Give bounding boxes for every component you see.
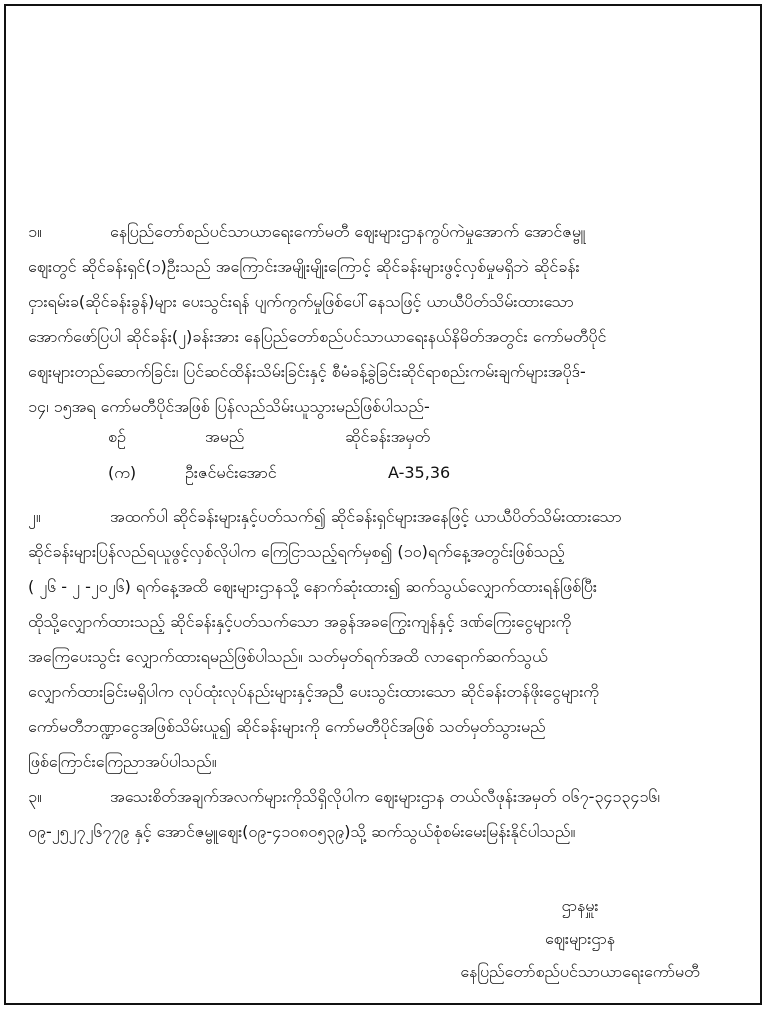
para1-line: ဈေးများတည်ဆောက်ခြင်း၊ ပြင်ဆင်ထိန်းသိမ်းခြင်းနှင့် စီမံခန့်ခွဲခြင်းဆိုင်ရာစည်းကမ်းချက်များအပိုဒ်- [28, 362, 586, 381]
para1-line: ဈေးတွင် ဆိုင်ခန်းရှင်(၁)ဦးသည် အကြောင်းအမျိုးမျိုးကြောင့် ဆိုင်ခန်းများဖွင့်လှစ်မှုမရှိဘဲ ဆိုင်ခန်း [28, 257, 580, 276]
header-department [0, 101, 768, 123]
para1-line: ၁၄၊ ၁၅အရ ကော်မတီပိုင်အဖြစ် ပြန်လည်သိမ်းယူသွားမည်ဖြစ်ပါသည်- [28, 397, 430, 416]
para2-line: လျှောက်ထားခြင်းမရှိပါက လုပ်ထုံးလုပ်နည်းများနှင့်အညီ ပေးသွင်းထားသော ဆိုင်ခန်းတန်ဖိုးငွေများကို [28, 682, 599, 701]
para3-line: ၀၉-၂၅၂၇၂၆၇၇၉ နှင့် အောင်ဇမ္ဗူဈေး(၀၉-၄၁၀၈၀၅၃၉)သို့ ဆက်သွယ်စုံစမ်းမေးမြန်းနိုင်ပါသည်။ [28, 822, 576, 841]
para3-line: အသေးစိတ်အချက်အလက်များကိုသိရှိလိုပါက ဈေးများဌာန တယ်လီဖုန်းအမှတ် ၀၆၇-၃၄၁၃၄၁၆၊ [110, 787, 660, 806]
para2-line: ဆိုင်ခန်းများပြန်လည်ရယူဖွင့်လှစ်လိုပါက ကြေငြာသည့်ရက်မှစ၍ (၁၀)ရက်နေ့အတွင်းဖြစ်သည့် [28, 542, 565, 561]
para3-number: ၃။ [28, 787, 42, 806]
header-subject-line1 [0, 138, 768, 160]
table-header-name: အမည် [205, 427, 245, 446]
table-cell-serial: (က) [108, 463, 137, 482]
signature-title: ဌာနမှူး [561, 896, 599, 915]
para1-number: ၁။ [28, 222, 42, 241]
para2-line: အကြေပေးသွင်း လျှောက်ထားရမည်ဖြစ်ပါသည်။ သတ်မှတ်ရက်အထိ လာရောက်ဆက်သွယ် [28, 647, 548, 666]
para2-line: ( ၂၆ - ၂ -၂၀၂၆) ရက်နေ့အထိ ဈေးများဌာနသို့ နောက်ဆုံးထား၍ ဆက်သွယ်လျှောက်ထားရန်ဖြစ်ပြီး [28, 577, 597, 596]
para1-line: ငှားရမ်းခ(ဆိုင်ခန်းခွန်)များ ပေးသွင်းရန် ပျက်ကွက်မှုဖြစ်ပေါ်နေသဖြင့် ယာယီပိတ်သိမ်းထားသော [28, 292, 574, 311]
table-header-serial: စဉ် [108, 427, 126, 446]
para2-line: အထက်ပါ ဆိုင်ခန်းများနှင့်ပတ်သက်၍ ဆိုင်ခန်းရှင်များအနေဖြင့် ယာယီပိတ်သိမ်းထားသော [110, 507, 622, 526]
table-cell-name: ဦးဇင်မင်းအောင် [185, 463, 277, 482]
para2-line: ဖြစ်ကြောင်းကြေညာအပ်ပါသည်။ [28, 752, 217, 771]
para2-number: ၂။ [28, 507, 41, 526]
para1-line: အောက်ဖော်ပြပါ ဆိုင်ခန်း(၂)ခန်းအား နေပြည်တော်စည်ပင်သာယာရေးနယ်နိမိတ်အတွင်း ကော်မတီပိုင် [28, 327, 607, 346]
table-header-shop-number: ဆိုင်ခန်းအမှတ် [345, 427, 431, 446]
para1-line: နေပြည်တော်စည်ပင်သာယာရေးကော်မတီ ဈေးများဌာနကွပ်ကဲမှုအောက် အောင်ဇမ္ဗူ [110, 222, 586, 241]
signature-committee: နေပြည်တော်စည်ပင်သာယာရေးကော်မတီ [460, 962, 700, 981]
table-cell-shop-number: A-35,36 [388, 463, 451, 482]
header-government [0, 33, 768, 55]
signature-department: ဈေးများဌာန [544, 929, 616, 948]
header-subject-line2 [0, 175, 768, 197]
para2-line: ထိုသို့လျှောက်ထားသည့် ဆိုင်ခန်းနှင့်ပတ်သက်သော အခွန်အခကြွေးကျန်နှင့် ဒဏ်ကြေးငွေများကို [28, 612, 572, 631]
header-committee [0, 67, 768, 89]
para2-line: ကော်မတီဘဏ္ဍာငွေအဖြစ်သိမ်းယူ၍ ဆိုင်ခန်းများကို ကော်မတီပိုင်အဖြစ် သတ်မှတ်သွားမည် [28, 717, 546, 736]
